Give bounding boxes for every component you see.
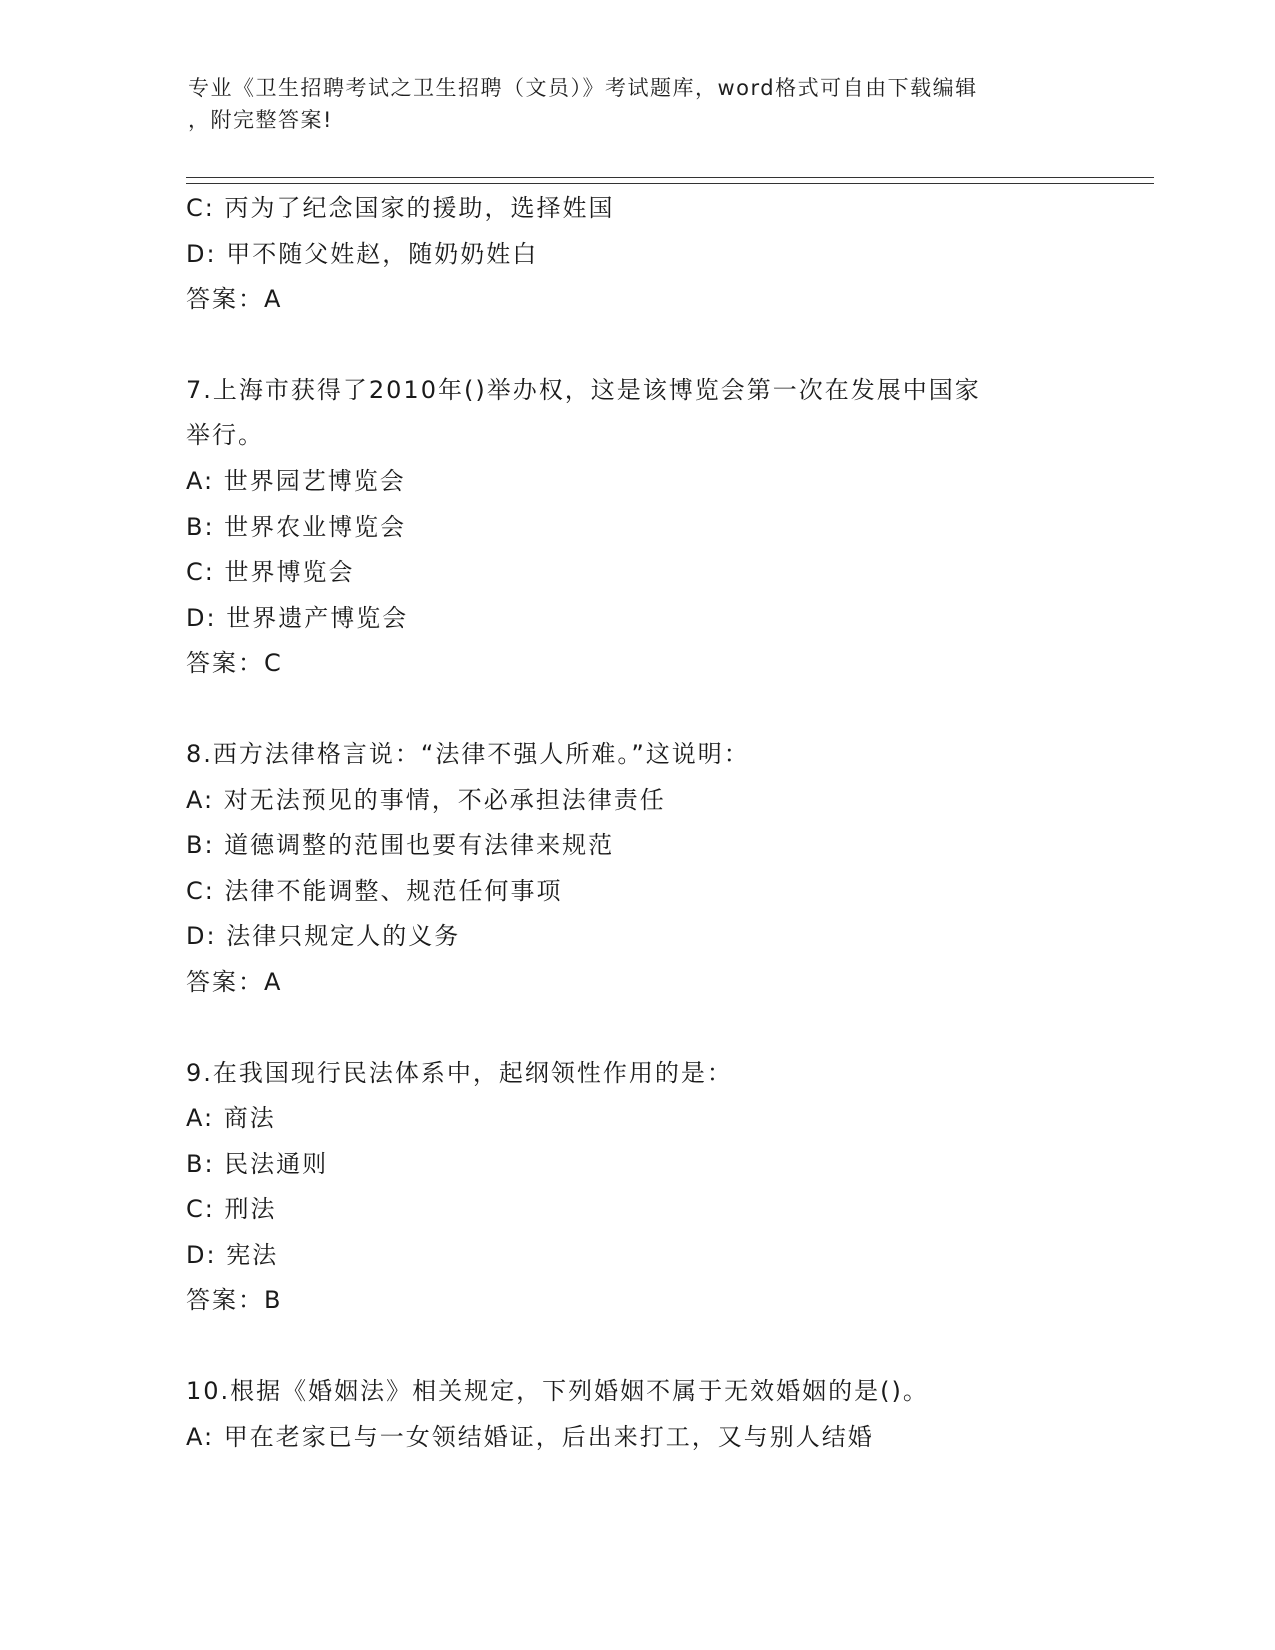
option-d: D: 法律只规定人的义务 <box>186 922 461 951</box>
option-a: A: 世界园艺博览会 <box>186 466 406 495</box>
option-a: A: 甲在老家已与一女领结婚证，后出来打工，又与别人结婚 <box>186 1422 874 1451</box>
header-divider-top <box>186 177 1154 178</box>
question-spacer <box>186 687 1086 732</box>
question-stem: 9.在我国现行民法体系中，起纲领性作用的是： <box>186 1058 733 1087</box>
answer-label: 答案：A <box>186 967 283 996</box>
option-d: D: 宪法 <box>186 1240 279 1269</box>
question-stem: 8.西方法律格言说：“法律不强人所难。”这说明： <box>186 739 750 768</box>
question-block-10 <box>186 1369 1086 1460</box>
question-spacer <box>186 1324 1086 1369</box>
question-stem: 7.上海市获得了2010年()举办权，这是该博览会第一次在发展中国家 <box>186 375 981 404</box>
question-block-9 <box>186 1051 1086 1325</box>
question-list <box>186 186 1086 1460</box>
header-divider-bottom <box>186 183 1154 184</box>
option-c: C: 世界博览会 <box>186 558 355 587</box>
option-c: C: 丙为了纪念国家的援助，选择姓国 <box>186 194 615 222</box>
option-b: B: 世界农业博览会 <box>186 512 407 541</box>
option-d: D: 甲不随父姓赵，随奶奶姓白 <box>186 239 539 268</box>
question-spacer <box>186 1006 1086 1051</box>
option-d: D: 世界遗产博览会 <box>186 603 409 632</box>
question-stem: 10.根据《婚姻法》相关规定，下列婚姻不属于无效婚姻的是()。 <box>186 1377 929 1406</box>
option-c: C: 法律不能调整、规范任何事项 <box>186 876 563 905</box>
answer-label: 答案：B <box>186 1286 283 1315</box>
question-block-8 <box>186 732 1086 1006</box>
question-stem-continued: 举行。 <box>186 421 264 450</box>
answer-label: 答案：A <box>186 285 283 314</box>
document-header <box>188 72 1088 136</box>
answer-label: 答案：C <box>186 649 283 678</box>
header-title-line-2: ，附完整答案! <box>188 108 333 132</box>
question-block-7 <box>186 368 1086 687</box>
option-a: A: 对无法预见的事情，不必承担法律责任 <box>186 785 666 814</box>
question-block-6 <box>186 186 1086 323</box>
option-a: A: 商法 <box>186 1104 276 1133</box>
question-spacer <box>186 323 1086 368</box>
header-title-line-1: 专业《卫生招聘考试之卫生招聘（文员）》考试题库，word格式可自由下载编辑 <box>188 76 978 100</box>
option-b: B: 道德调整的范围也要有法律来规范 <box>186 831 615 860</box>
option-c: C: 刑法 <box>186 1195 277 1224</box>
option-b: B: 民法通则 <box>186 1149 329 1178</box>
